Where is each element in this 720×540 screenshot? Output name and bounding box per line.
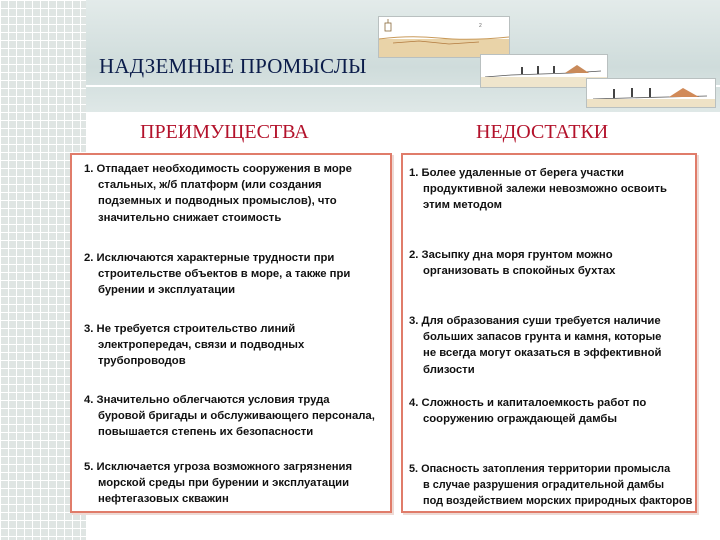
- advantage-5-line-2: морской среды при бурении и эксплуатации: [98, 477, 350, 490]
- page-title: НАДЗЕМНЫЕ ПРОМЫСЛЫ: [99, 54, 367, 78]
- advantage-2-line-1: 2. Исключаются характерные трудности при: [84, 252, 335, 264]
- disadvantage-item-1: [409, 165, 667, 214]
- disadvantage-5-line-1: 5. Опасность затопления территории промысла: [409, 463, 671, 475]
- advantage-1-line-3: подземных и подводных промыслов), что: [98, 195, 337, 208]
- platform-diagram-thumbnail: [378, 16, 510, 58]
- advantage-5-line-1: 5. Исключается угроза возможного загрязнения: [84, 461, 353, 473]
- disadvantage-2-line-2: организовать в спокойных бухтах: [423, 265, 616, 278]
- disadvantage-5-line-2: в случае разрушения оградительной дамбы: [423, 479, 665, 492]
- island-diagram-thumbnail: [586, 78, 716, 108]
- disadvantage-1-line-1: 1. Более удаленные от берега участки: [409, 167, 624, 179]
- advantage-4-line-1: 4. Значительно облегчаются условия труда: [84, 394, 330, 406]
- advantage-2-line-2: строительстве объектов в море, а также при: [98, 268, 351, 281]
- disadvantage-5-line-3: под воздействием морских природных факторов: [423, 495, 693, 508]
- disadvantage-2-line-1: 2. Засыпку дна моря грунтом можно: [409, 249, 613, 261]
- advantage-item-3: [84, 321, 304, 370]
- advantage-1-line-4: значительно снижает стоимость: [98, 211, 282, 224]
- advantage-3-line-1: 3. Не требуется строительство линий: [84, 323, 296, 335]
- advantage-5-line-3: нефтегазовых скважин: [98, 493, 229, 506]
- disadvantages-heading: НЕДОСТАТКИ: [476, 121, 609, 143]
- advantage-4-line-3: повышается степень их безопасности: [98, 426, 314, 439]
- disadvantage-1-line-2: продуктивной залежи невозможно освоить: [423, 183, 667, 196]
- advantage-item-2: [84, 250, 350, 299]
- svg-text:2: 2: [479, 23, 482, 29]
- disadvantage-item-5: [409, 461, 692, 510]
- advantage-item-5: [84, 459, 352, 508]
- disadvantage-4-line-2: сооружению ограждающей дамбы: [423, 413, 618, 426]
- advantage-1-line-1: 1. Отпадает необходимость сооружения в море: [84, 163, 352, 175]
- advantage-item-4: [84, 392, 375, 441]
- disadvantage-3-line-1: 3. Для образования суши требуется наличие: [409, 315, 661, 327]
- advantage-1-line-2: стальных, ж/б платформ (или создания: [98, 179, 322, 192]
- disadvantage-3-line-2: больших запасов грунта и камня, которые: [423, 331, 662, 344]
- disadvantages-panel: [401, 153, 697, 513]
- disadvantage-item-4: [409, 395, 646, 427]
- disadvantage-item-3: [409, 313, 661, 378]
- disadvantage-3-line-3: не всегда могут оказаться в эффективной: [423, 347, 662, 360]
- advantages-heading: ПРЕИМУЩЕСТВА: [140, 121, 309, 143]
- disadvantage-3-line-4: близости: [423, 363, 475, 376]
- advantages-panel: [70, 153, 392, 513]
- disadvantage-4-line-1: 4. Сложность и капиталоемкость работ по: [409, 397, 647, 409]
- advantage-item-1: [84, 161, 352, 226]
- disadvantage-1-line-3: этим методом: [423, 199, 502, 212]
- advantage-2-line-3: бурении и эксплуатации: [98, 284, 236, 297]
- advantage-3-line-2: электропередач, связи и подводных: [98, 339, 305, 352]
- disadvantage-item-2: [409, 247, 615, 279]
- advantage-4-line-2: буровой бригады и обслуживающего персонала,: [98, 410, 375, 423]
- advantage-3-line-3: трубопроводов: [98, 355, 186, 368]
